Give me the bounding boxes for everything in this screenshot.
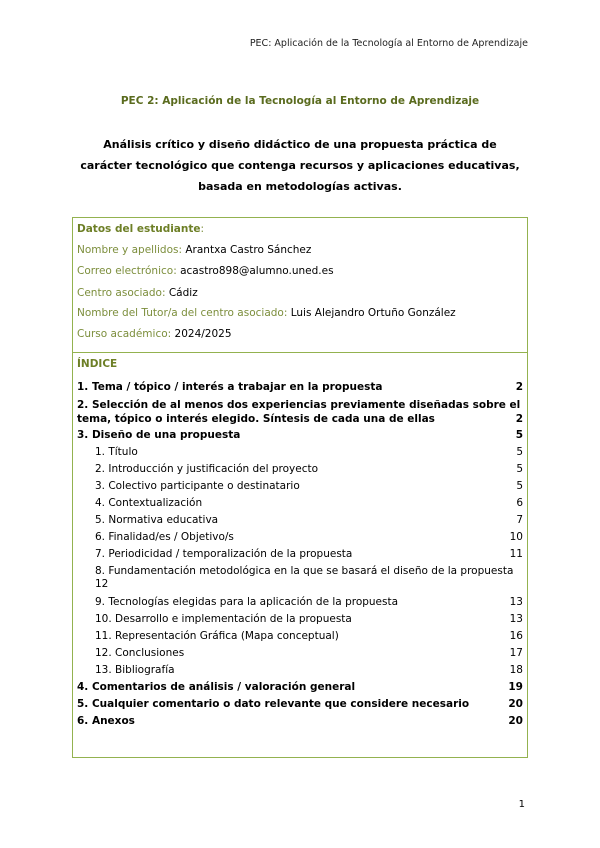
field-label: Correo electrónico:	[77, 265, 177, 277]
toc-entry-page: 18	[509, 664, 523, 676]
student-heading-colon: :	[200, 223, 205, 235]
student-field-email	[77, 265, 334, 277]
field-value: Arantxa Castro Sánchez	[185, 244, 312, 256]
toc-entry-title: 12. Conclusiones	[95, 647, 185, 659]
toc-entry-title: 3. Colectivo participante o destinatario	[95, 480, 300, 492]
student-heading-row	[77, 223, 204, 235]
cover-table	[72, 217, 528, 758]
toc-entry-title: 4. Comentarios de análisis / valoración general	[77, 681, 356, 693]
document-subtitle: Análisis crítico y diseño didáctico de una propuesta práctica de carácter tecnológico que contenga recursos y aplicaciones educativas, basada en metodologías activas.	[80, 138, 520, 193]
toc-entry-title: 5. Normativa educativa	[95, 514, 219, 526]
toc-entry-title: 7. Periodicidad / temporalización de la propuesta	[95, 548, 353, 560]
toc-entry-page: 7	[516, 514, 523, 526]
toc-entry-page: 20	[508, 698, 523, 710]
field-label: Nombre del Tutor/a del centro asociado:	[77, 307, 288, 319]
toc-entry-page: 5	[516, 463, 523, 475]
toc-entry-page: 6	[516, 497, 523, 509]
field-value: Cádiz	[168, 287, 198, 299]
toc-entry-page: 19	[508, 681, 523, 693]
field-label: Nombre y apellidos:	[77, 244, 183, 256]
toc-entry-title: 1. Título	[95, 446, 138, 458]
toc-entry-title: 6. Anexos	[77, 715, 135, 727]
toc-entry-title: 1. Tema / tópico / interés a trabajar en la propuesta	[77, 381, 383, 393]
student-field-tutor	[77, 307, 456, 319]
toc-entry-page: 16	[509, 630, 523, 642]
toc-entry-title: 10. Desarrollo e implementación de la propuesta	[95, 613, 352, 625]
student-field-center	[77, 287, 198, 299]
field-label: Curso académico:	[77, 328, 172, 340]
field-value: 2024/2025	[174, 328, 232, 340]
toc-entry-title: 4. Contextualización	[95, 497, 203, 509]
toc-entry-page: 5	[516, 446, 523, 458]
toc-entry-page: 5	[515, 429, 523, 441]
toc-entry-title: 3. Diseño de una propuesta	[77, 429, 241, 441]
toc-entry-page: 13	[509, 596, 523, 608]
toc-entry-page: 10	[509, 531, 523, 543]
toc-entry-page: 2	[515, 381, 523, 393]
toc-entry-page: 2	[515, 413, 523, 425]
toc-subentry[interactable]	[77, 565, 523, 591]
toc-entry-page: 12	[95, 578, 109, 590]
document-title: PEC 2: Aplicación de la Tecnología al Entorno de Aprendizaje	[120, 95, 480, 107]
toc-entry-title: 9. Tecnologías elegidas para la aplicación de la propuesta	[95, 596, 399, 608]
toc-entry-title: 13. Bibliografía	[95, 664, 175, 676]
field-value: Luis Alejandro Ortuño González	[290, 307, 456, 319]
student-heading: Datos del estudiante	[77, 223, 201, 235]
toc-entry-page: 5	[516, 480, 523, 492]
student-field-year	[77, 328, 232, 340]
toc-entry-title: 5. Cualquier comentario o dato relevante que considere necesario	[77, 698, 470, 710]
toc-entry-title: 11. Representación Gráfica (Mapa conceptual)	[95, 630, 339, 642]
student-field-name	[77, 244, 311, 256]
toc-entry-title: 8. Fundamentación metodológica en la que se basará el diseño de la propuesta	[95, 565, 514, 577]
toc-entry-title-line1: 2. Selección de al menos dos experiencias previamente diseñadas sobre el	[77, 399, 521, 411]
toc-entry-page: 11	[509, 548, 523, 560]
toc-entry-title: 6. Finalidad/es / Objetivo/s	[95, 531, 234, 543]
running-header: PEC: Aplicación de la Tecnología al Entorno de Aprendizaje	[249, 38, 528, 49]
toc-heading: ÍNDICE	[77, 358, 118, 370]
toc-entry-page: 13	[509, 613, 523, 625]
toc-entry-page: 20	[508, 715, 523, 727]
field-label: Centro asociado:	[77, 287, 166, 299]
student-data-section	[73, 218, 527, 353]
page-number: 1	[518, 799, 525, 810]
toc-entry-title: 2. Introducción y justificación del proyecto	[95, 463, 319, 475]
toc-entry-title: tema, tópico o interés elegido. Síntesis de cada una de ellas	[77, 413, 435, 425]
toc-entry-page: 17	[509, 647, 523, 659]
field-value: acastro898@alumno.uned.es	[180, 265, 334, 277]
